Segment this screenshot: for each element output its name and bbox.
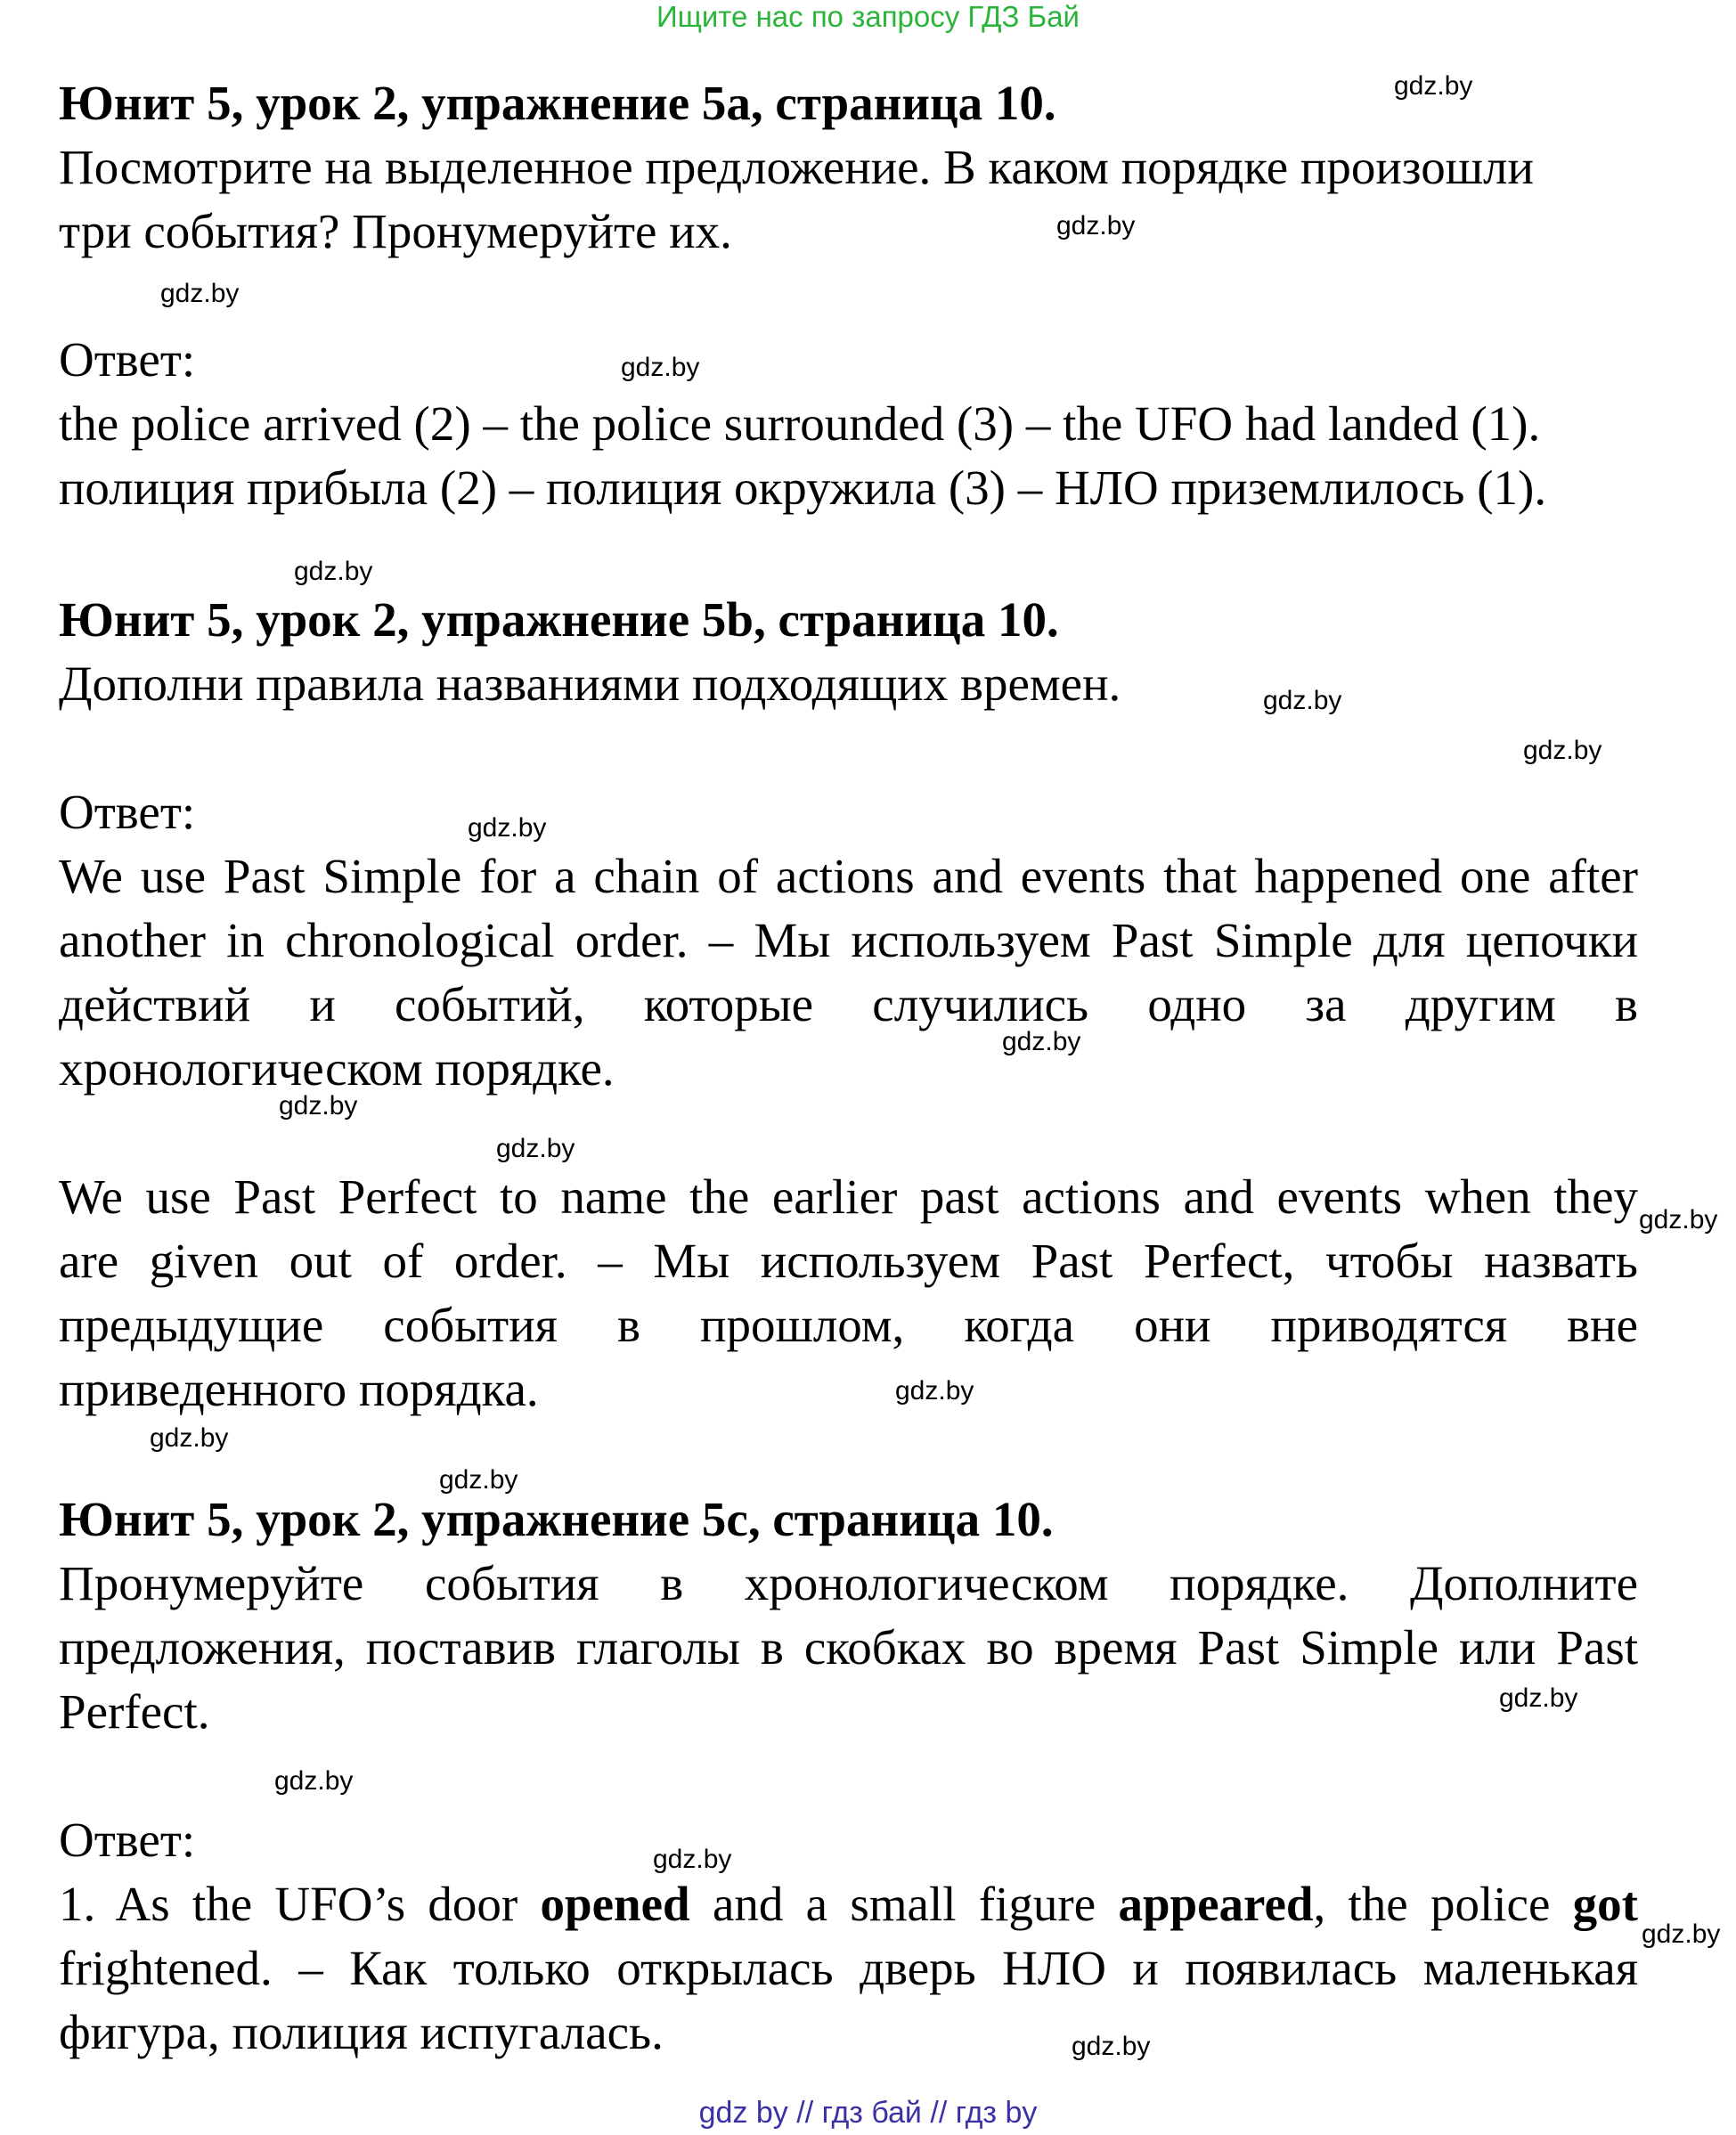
ex5c-answer-line-2: frightened. – Как только открылась дверь НЛО и появилась маленькая: [59, 1941, 1638, 1995]
ex5b-p1-line-2: another in chronological order. – Мы используем Past Simple для цепочки: [59, 913, 1638, 967]
ex5c-a1-text-3: , the police: [1313, 1877, 1573, 1931]
ex5b-p1-line-4: хронологическом порядке.: [59, 1041, 615, 1096]
ex5c-a1-bold-2: appeared: [1118, 1877, 1314, 1931]
watermark: gdz.by: [160, 279, 240, 308]
ex5c-heading: Юнит 5, урок 2, упражнение 5c, страница 10.: [59, 1492, 1054, 1546]
ex5c-a1-text-1: 1. As the UFO’s door: [59, 1877, 541, 1931]
ex5a-answer-line-1: the police arrived (2) – the police surrounded (3) – the UFO had landed (1).: [59, 396, 1541, 451]
ex5b-task-line-1: Дополни правила названиями подходящих времен.: [59, 656, 1121, 711]
ex5c-task-line-1: Пронумеруйте события в хронологическом порядке. Дополните: [59, 1556, 1638, 1610]
footer-links[interactable]: gdz by // гдз бай // гдз by: [698, 2096, 1038, 2130]
ex5a-answer-label: Ответ:: [59, 332, 196, 387]
ex5b-heading: Юнит 5, урок 2, упражнение 5b, страница 10.: [59, 592, 1059, 647]
ex5c-a1-text-2: and a small figure: [689, 1877, 1119, 1931]
ex5b-answer-label: Ответ:: [59, 785, 196, 839]
ex5a-task-line-2: три события? Пронумеруйте их.: [59, 204, 732, 258]
watermark: gdz.by: [439, 1465, 518, 1495]
watermark: gdz.by: [621, 353, 700, 382]
top-banner[interactable]: Ищите нас по запросу ГДЗ Бай: [656, 0, 1080, 33]
watermark: gdz.by: [1263, 686, 1342, 715]
ex5a-heading: Юнит 5, урок 2, упражнение 5a, страница 10.: [59, 76, 1056, 130]
watermark: gdz.by: [294, 557, 373, 586]
watermark: gdz.by: [1523, 736, 1602, 765]
ex5c-answer-label: Ответ:: [59, 1813, 196, 1867]
watermark: gdz.by: [1499, 1683, 1578, 1713]
ex5c-a1-bold-3: got: [1572, 1877, 1638, 1931]
ex5b-p1-line-3: действий и событий, которые случились одно за другим в: [59, 977, 1638, 1031]
watermark: gdz.by: [1072, 2032, 1151, 2061]
watermark: gdz.by: [279, 1091, 358, 1120]
ex5c-task-line-2: предложения, поставив глаголы в скобках во время Past Simple или Past: [59, 1620, 1638, 1675]
watermark: gdz.by: [1642, 1919, 1721, 1949]
watermark: gdz.by: [496, 1134, 575, 1163]
ex5b-p2-line-3: предыдущие события в прошлом, когда они приводятся вне: [59, 1298, 1638, 1352]
ex5c-task-line-3: Perfect.: [59, 1684, 210, 1739]
watermark: gdz.by: [1056, 211, 1136, 240]
ex5a-answer-line-2: полиция прибыла (2) – полиция окружила (3) – НЛО приземлилось (1).: [59, 460, 1547, 515]
watermark: gdz.by: [895, 1376, 974, 1406]
ex5c-a1-bold-1: opened: [540, 1877, 690, 1931]
ex5b-p2-line-4: приведенного порядка.: [59, 1362, 539, 1416]
watermark: gdz.by: [150, 1423, 229, 1453]
ex5b-p2-line-1: We use Past Perfect to name the earlier past actions and events when they: [59, 1169, 1638, 1224]
watermark: gdz.by: [1002, 1027, 1081, 1056]
watermark: gdz.by: [1639, 1205, 1718, 1235]
ex5b-p2-line-2: are given out of order. – Мы используем Past Perfect, чтобы назвать: [59, 1234, 1638, 1288]
ex5b-p1-line-1: We use Past Simple for a chain of actions and events that happened one after: [59, 849, 1638, 903]
watermark: gdz.by: [653, 1845, 732, 1874]
ex5c-answer-line-3: фигура, полиция испугалась.: [59, 2005, 664, 2059]
watermark: gdz.by: [1394, 71, 1473, 101]
watermark: gdz.by: [468, 813, 547, 843]
ex5c-answer-line-1: [59, 1872, 1638, 1936]
watermark: gdz.by: [274, 1766, 354, 1796]
ex5a-task-line-1: Посмотрите на выделенное предложение. В каком порядке произошли: [59, 140, 1534, 194]
